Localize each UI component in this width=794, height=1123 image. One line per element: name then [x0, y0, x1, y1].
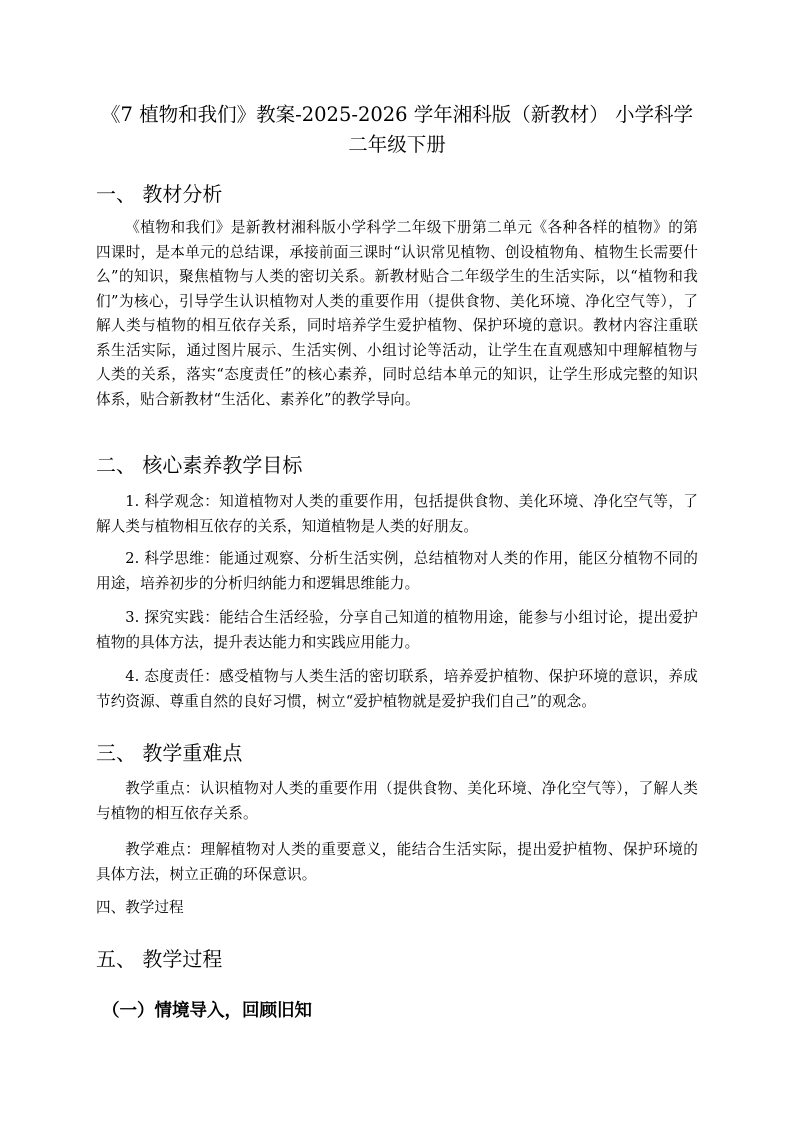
- goal-item-2: 2. 科学思维：能通过观察、分析生活实例，总结植物对人类的作用，能区分植物不同的用途，培养初步的分析归纳能力和逻辑思维能力。: [96, 550, 698, 592]
- goal-item-4: 4. 态度责任：感受植物与人类生活的密切联系，培养爱护植物、保护环境的意识，养成节约资源、尊重自然的良好习惯，树立“爱护植物就是爱护我们自己”的观念。: [96, 668, 698, 710]
- section-heading-key-points: 三、 教学重难点: [96, 741, 243, 765]
- difficult-point-paragraph: 教学难点：理解植物对人类的重要意义，能结合生活实际，提出爱护植物、保护环境的具体方法，树立正确的环保意识。: [96, 841, 698, 883]
- analysis-paragraph: 《植物和我们》是新教材湘科版小学科学二年级下册第二单元《各种各样的植物》的第四课时，是本单元的总结课，承接前面三课时“认识常见植物、创设植物角、植物生长需要什么”的知识，聚焦植物与人类的密切关系。新教材贴合二年级学生的生活实际，以“植物和我们”为核心，引导学生认识植物对人类的重要作用（提供食物、美化环境、净化空气等），了解人类与植物的相互依存关系，同时培养学生爱护植物、保护环境的意识。教材内容注重联系生活实际，通过图片展示、生活实例、小组讨论等活动，让学生在直观感知中理解植物与人类的关系，落实“态度责任”的核心素养，同时总结本单元的知识，让学生形成完整的知识体系，贴合新教材“生活化、素养化”的教学导向。: [96, 219, 698, 408]
- goal-item-3: 3. 探究实践：能结合生活经验，分享自己知道的植物用途，能参与小组讨论，提出爱护植物的具体方法，提升表达能力和实践应用能力。: [96, 609, 698, 651]
- section-heading-process: 五、 教学过程: [96, 947, 223, 971]
- key-point-paragraph: 教学重点：认识植物对人类的重要作用（提供食物、美化环境、净化空气等），了解人类与植物的相互依存关系。: [96, 780, 698, 822]
- document-title: 《7 植物和我们》教案-2025-2026 学年湘科版（新教材） 小学科学二年级下册: [101, 103, 693, 156]
- goal-item-1: 1. 科学观念：知道植物对人类的重要作用，包括提供食物、美化环境、净化空气等，了解人类与植物相互依存的关系，知道植物是人类的好朋友。: [96, 493, 698, 535]
- section-heading-analysis: 一、 教材分析: [96, 182, 223, 206]
- subsection-heading-intro: （一）情境导入，回顾旧知: [102, 1001, 312, 1021]
- section-heading-process-plain: 四、教学过程: [96, 899, 184, 916]
- section-heading-goals: 二、 核心素养教学目标: [96, 453, 303, 477]
